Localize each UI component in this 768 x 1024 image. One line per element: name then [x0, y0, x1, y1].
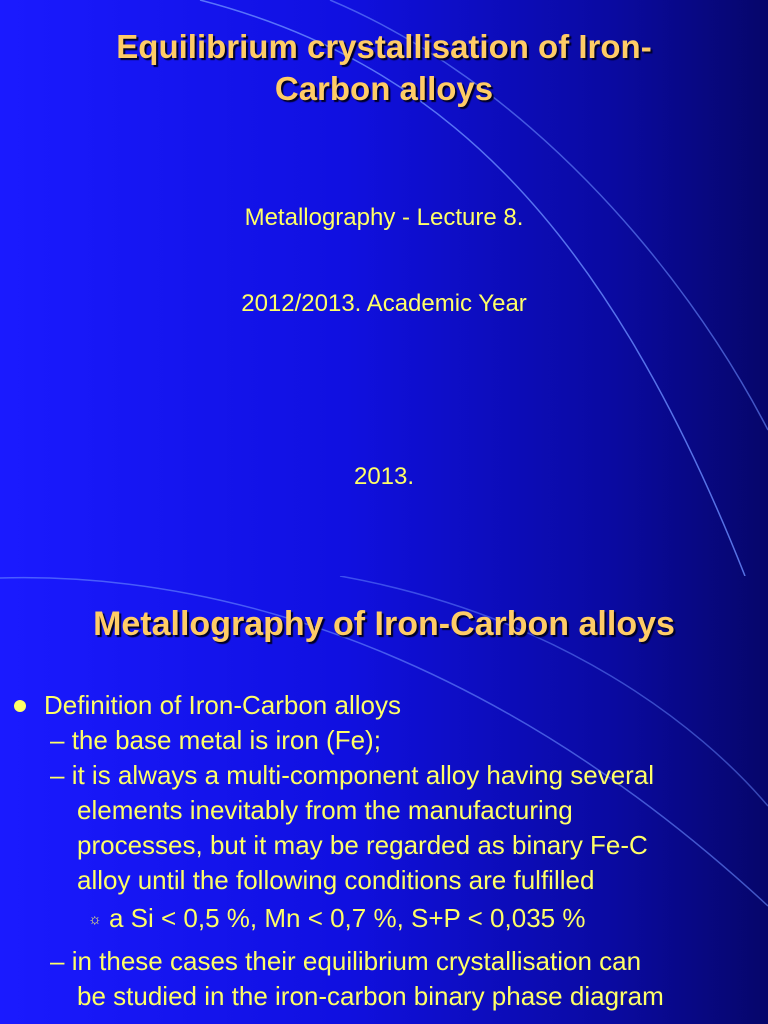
- sub-bullet-text: a Si < 0,5 %, Mn < 0,7 %, S+P < 0,035 %: [108, 903, 586, 933]
- subtitle: Metallography - Lecture 8.: [244, 204, 524, 231]
- academic-year: 2012/2013. Academic Year: [241, 290, 527, 317]
- dash-marker: –: [50, 725, 65, 755]
- dash-text-cont: be studied in the iron-carbon binary phase diagram: [77, 981, 664, 1011]
- sun-icon: ☼: [88, 911, 102, 928]
- bullet-text: Definition of Iron-Carbon alloys: [44, 690, 401, 720]
- dash-text: it is always a multi-component alloy having several: [71, 760, 655, 790]
- title-line-2: Carbon alloys: [274, 70, 494, 107]
- sub-bullet-item: [88, 901, 585, 937]
- title-line-1: Equilibrium crystallisation of Iron-: [116, 28, 652, 65]
- dash-marker: –: [50, 946, 65, 976]
- dash-text-cont: alloy until the following conditions are fulfilled: [77, 865, 595, 895]
- dash-text: the base metal is iron (Fe);: [71, 725, 381, 755]
- bullet-dot-icon: [14, 700, 26, 712]
- dash-text: in these cases their equilibrium crystallisation can: [71, 946, 642, 976]
- dash-marker: –: [50, 760, 65, 790]
- dash-item-3: [50, 944, 641, 979]
- dash-item-2: [50, 758, 654, 793]
- slide-content: [0, 576, 768, 1024]
- bullet-item: [44, 688, 401, 723]
- slide-1-title: [0, 26, 768, 110]
- dash-item-1: [50, 723, 381, 758]
- dash-text-cont: processes, but it may be regarded as binary Fe-C: [77, 830, 648, 860]
- dash-text-cont: elements inevitably from the manufacturing: [77, 795, 573, 825]
- year: 2013.: [353, 463, 415, 490]
- slide-2-title: Metallography of Iron-Carbon alloys: [93, 605, 675, 643]
